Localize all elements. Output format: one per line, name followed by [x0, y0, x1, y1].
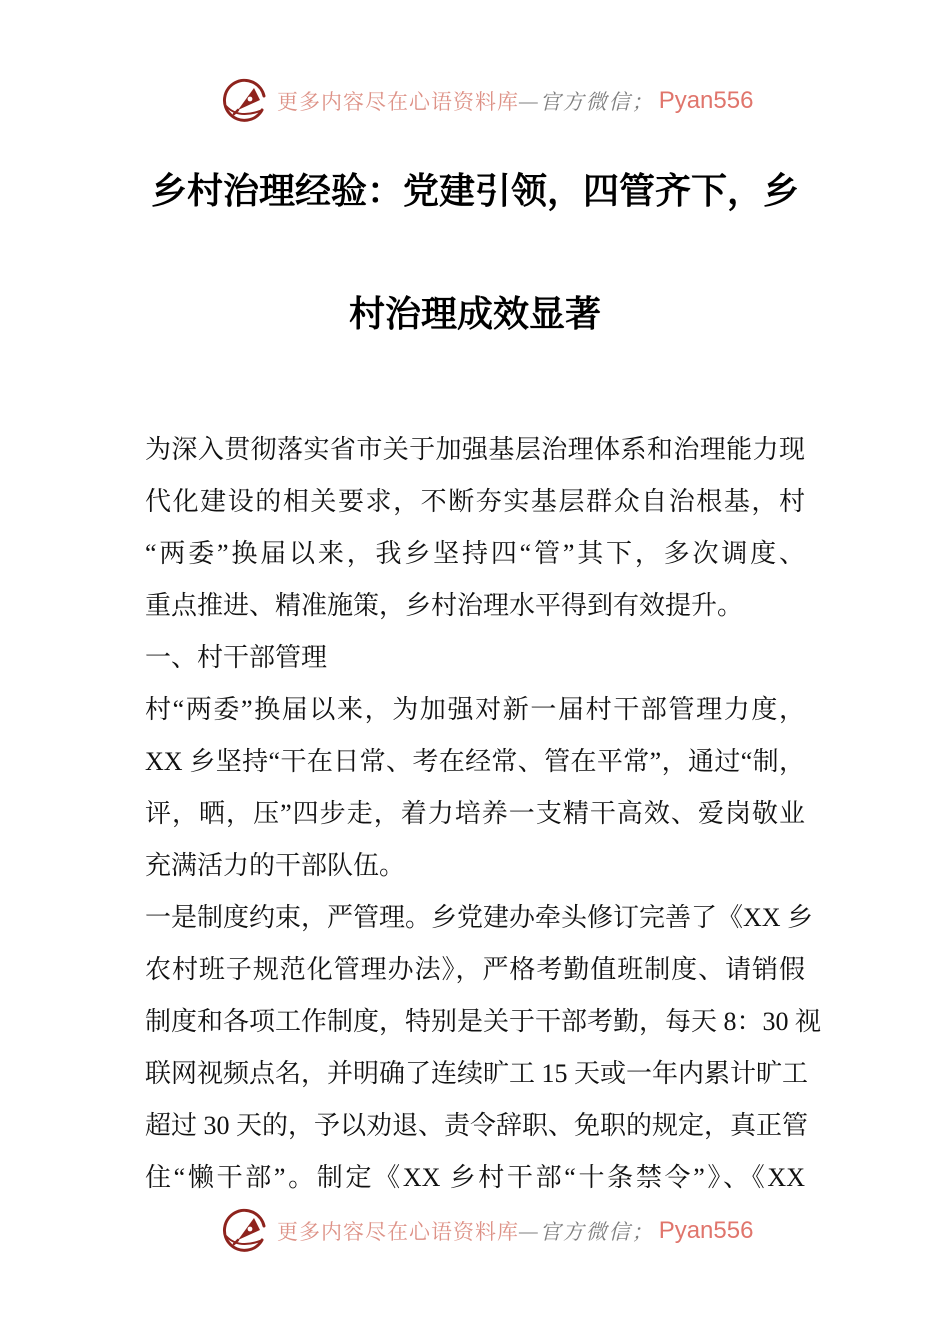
body-line: XX 乡坚持“干在日常、考在经常、管在平常”，通过“制， — [145, 747, 805, 776]
body-line: 制度和各项工作制度，特别是关于干部考勤，每天 8：30 视 — [145, 1007, 822, 1036]
wechat-label: 官方微信； — [539, 1220, 655, 1244]
footer-brand — [220, 1206, 753, 1256]
brand-text: 更多内容尽在心语资料库 — [277, 90, 519, 114]
body-line: 代化建设的相关要求，不断夯实基层群众自治根基，村 — [145, 487, 805, 516]
body-line: 充满活力的干部队伍。 — [145, 851, 406, 880]
body-line: 联网视频点名，并明确了连续旷工 15 天或一年内累计旷工 — [145, 1059, 809, 1088]
body-line: 一是制度约束，严管理。乡党建办牵头修订完善了《XX 乡 — [145, 903, 814, 932]
body-line: 重点推进、精准施策，乡村治理水平得到有效提升。 — [145, 591, 744, 620]
header-brand — [220, 76, 753, 126]
title-line-2: 村治理成效显著 — [348, 294, 601, 335]
body-line: 为深入贯彻落实省市关于加强基层治理体系和治理能力现 — [145, 435, 805, 464]
body-line: “两委”换届以来，我乡坚持四“管”其下，多次调度、 — [145, 539, 805, 568]
brand-logo-icon — [220, 76, 270, 126]
brand-logo-icon — [220, 1206, 270, 1256]
body-line: 评，晒，压”四步走，着力培养一支精干高效、爱岗敬业 — [145, 799, 805, 828]
brand-dash: — — [519, 1218, 540, 1243]
body-line: 住“懒干部”。制定《XX 乡村干部“十条禁令”》、《XX — [145, 1163, 805, 1192]
wechat-id: Pyan556 — [658, 1217, 754, 1244]
document-title — [145, 170, 805, 336]
body-line: 村“两委”换届以来，为加强对新一届村干部管理力度， — [145, 695, 805, 724]
body-line: 超过 30 天的，予以劝退、责令辞职、免职的规定，真正管 — [145, 1111, 809, 1140]
wechat-id: Pyan556 — [658, 87, 754, 114]
wechat-label: 官方微信； — [539, 90, 655, 114]
brand-dash: — — [519, 88, 540, 113]
document-body — [145, 424, 822, 1204]
section-heading: 一、村干部管理 — [145, 643, 328, 672]
body-line: 农村班子规范化管理办法》，严格考勤值班制度、请销假 — [145, 955, 805, 984]
brand-text: 更多内容尽在心语资料库 — [277, 1220, 519, 1244]
title-line-1: 乡村治理经验：党建引领，四管齐下，乡 — [150, 171, 799, 211]
